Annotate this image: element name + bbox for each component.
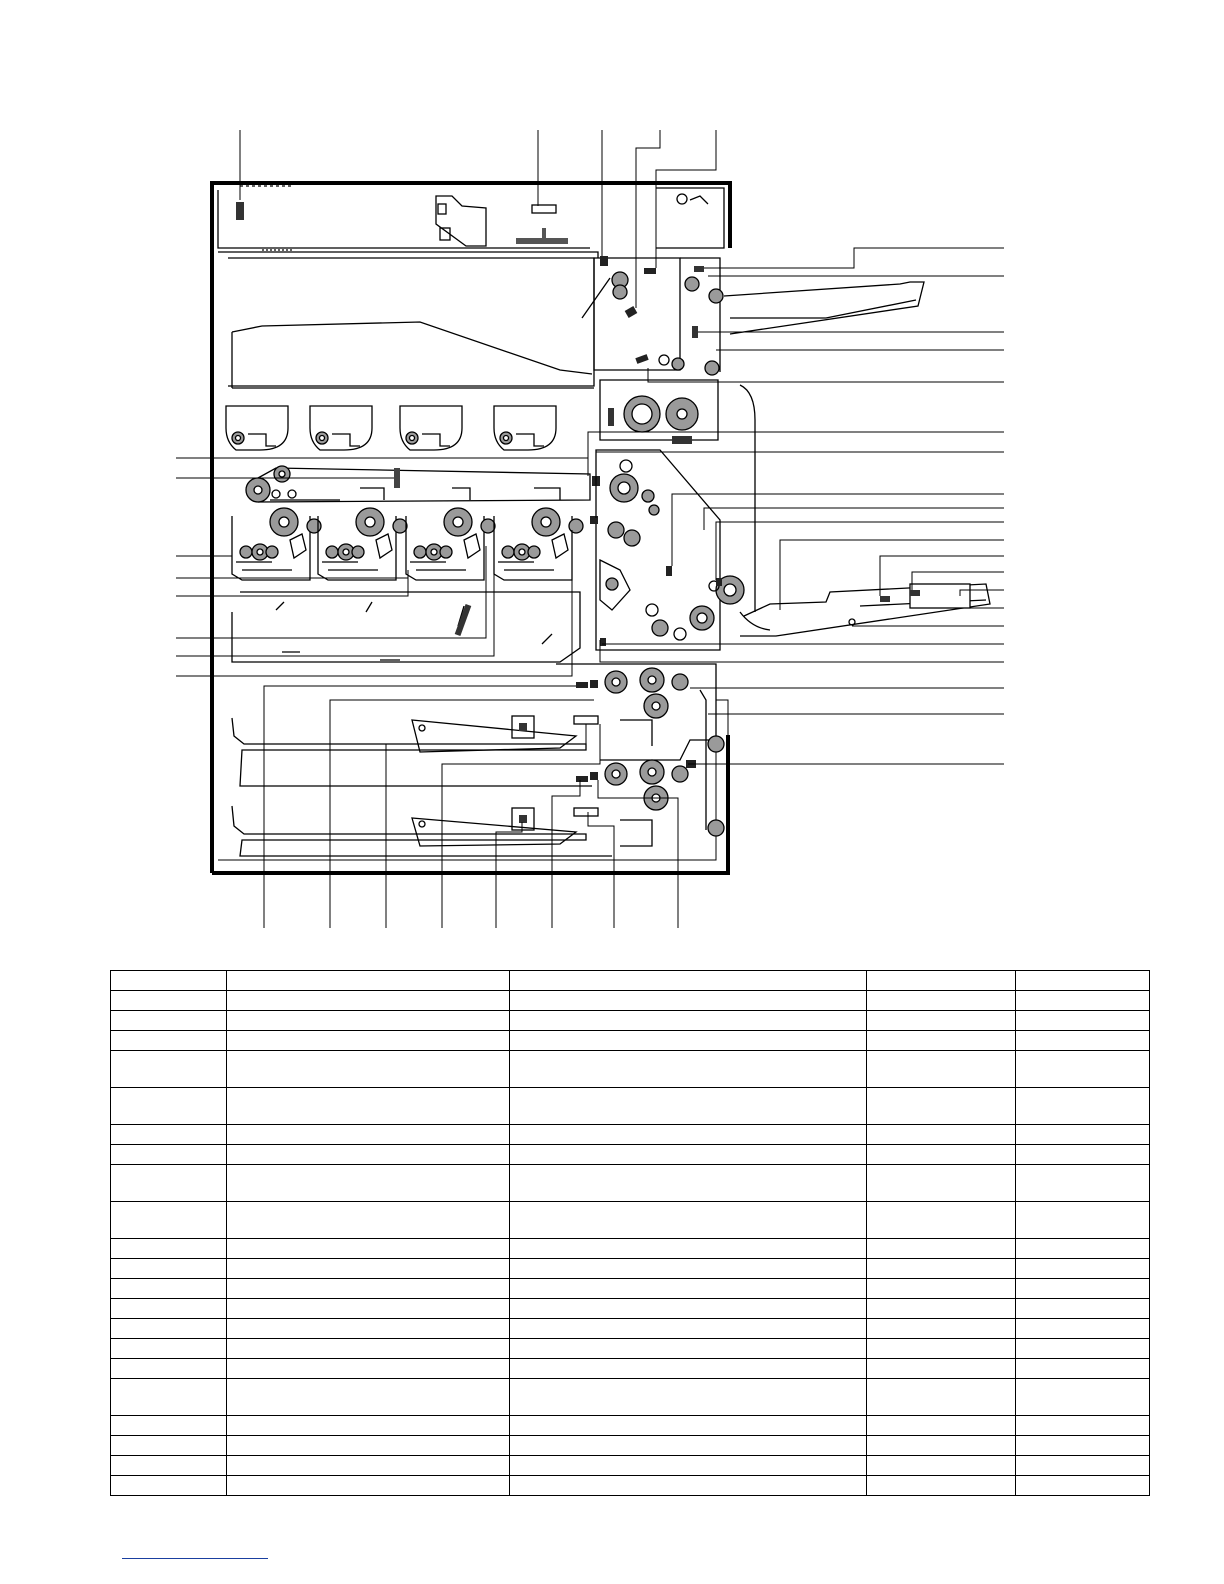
table-cell [111, 1031, 227, 1051]
table-cell [867, 1088, 1016, 1125]
table-row [111, 1259, 1150, 1279]
table-cell [111, 1088, 227, 1125]
duplex-path [596, 450, 770, 650]
table-row [111, 1359, 1150, 1379]
table-cell [111, 1319, 227, 1339]
table-cell [1016, 1202, 1150, 1239]
table-cell [867, 1379, 1016, 1416]
table-cell [111, 1239, 227, 1259]
table-cell [1016, 971, 1150, 991]
table-row [111, 1299, 1150, 1319]
table-cell [1016, 1379, 1150, 1416]
table-cell [227, 1456, 510, 1476]
table-cell [111, 1476, 227, 1496]
table-cell [111, 1165, 227, 1202]
table-cell [510, 991, 867, 1011]
table-cell [867, 1145, 1016, 1165]
table-cell [510, 1476, 867, 1496]
table-cell [510, 1379, 867, 1416]
table-cell [867, 1259, 1016, 1279]
table-cell [867, 991, 1016, 1011]
table-cell [227, 991, 510, 1011]
table-cell [227, 1279, 510, 1299]
table-row [111, 1145, 1150, 1165]
table-cell [1016, 1011, 1150, 1031]
table-cell [1016, 1125, 1150, 1145]
laser-unit [228, 258, 594, 388]
table-row [111, 1165, 1150, 1202]
table-cell [227, 1319, 510, 1339]
table-cell [1016, 1456, 1150, 1476]
table-cell [1016, 1319, 1150, 1339]
parts-table [110, 970, 1150, 1496]
table-cell [510, 1051, 867, 1088]
table-row [111, 1436, 1150, 1456]
table-cell [227, 971, 510, 991]
table-cell [867, 1011, 1016, 1031]
table-cell [867, 1299, 1016, 1319]
table-cell [111, 971, 227, 991]
table-cell [227, 1125, 510, 1145]
table-cell [111, 1125, 227, 1145]
table-cell [867, 1456, 1016, 1476]
footer-rule [122, 1558, 268, 1559]
table-cell [111, 1379, 227, 1416]
table-cell [1016, 991, 1150, 1011]
table-cell [1016, 1436, 1150, 1456]
table-cell [867, 1051, 1016, 1088]
paper-tray-2 [232, 806, 612, 856]
table-cell [510, 1145, 867, 1165]
table-cell [111, 1339, 227, 1359]
table-cell [1016, 1476, 1150, 1496]
table-cell [227, 1239, 510, 1259]
paper-tray-1 [232, 716, 598, 786]
table-cell [867, 1165, 1016, 1202]
table-cell [867, 1476, 1016, 1496]
table-cell [867, 1125, 1016, 1145]
table-cell [227, 1379, 510, 1416]
table-cell [227, 1416, 510, 1436]
table-cell [510, 1165, 867, 1202]
table-cell [227, 1259, 510, 1279]
table-row [111, 1476, 1150, 1496]
table-cell [510, 1359, 867, 1379]
table-row [111, 1319, 1150, 1339]
table-cell [227, 1051, 510, 1088]
table-cell [227, 1031, 510, 1051]
table-cell [111, 1359, 227, 1379]
table-cell [1016, 1145, 1150, 1165]
table-cell [111, 1145, 227, 1165]
table-row [111, 1202, 1150, 1239]
scanner-unit [218, 186, 724, 258]
table-cell [1016, 1359, 1150, 1379]
table-cell [111, 1011, 227, 1031]
table-row [111, 1051, 1150, 1088]
table-cell [510, 1279, 867, 1299]
table-cell [1016, 1165, 1150, 1202]
table-cell [510, 1259, 867, 1279]
table-cell [227, 1476, 510, 1496]
table-row [111, 1239, 1150, 1259]
table-cell [1016, 1031, 1150, 1051]
table-cell [227, 1359, 510, 1379]
table-cell [867, 1436, 1016, 1456]
table-cell [510, 1239, 867, 1259]
table-cell [867, 1339, 1016, 1359]
transfer-belt [246, 466, 590, 502]
table-cell [510, 1011, 867, 1031]
table-cell [510, 1319, 867, 1339]
table-cell [867, 971, 1016, 991]
table-cell [1016, 1299, 1150, 1319]
table-cell [510, 1202, 867, 1239]
table-cell [111, 1436, 227, 1456]
table-cell [227, 1165, 510, 1202]
table-cell [1016, 1279, 1150, 1299]
table-cell [1016, 1239, 1150, 1259]
paper-transport-rollers [556, 664, 724, 846]
table-row [111, 1011, 1150, 1031]
table-cell [510, 1088, 867, 1125]
table-cell [111, 991, 227, 1011]
table-cell [867, 1031, 1016, 1051]
toner-cartridges [226, 406, 556, 450]
process-units [232, 508, 583, 580]
table-cell [111, 1416, 227, 1436]
table-cell [867, 1239, 1016, 1259]
table-cell [1016, 1259, 1150, 1279]
table-cell [1016, 1088, 1150, 1125]
table-cell [867, 1416, 1016, 1436]
table-cell [1016, 1051, 1150, 1088]
table-cell [1016, 1416, 1150, 1436]
table-row [111, 1379, 1150, 1416]
table-row [111, 991, 1150, 1011]
table-cell [867, 1202, 1016, 1239]
table-cell [510, 1436, 867, 1456]
table-cell [111, 1279, 227, 1299]
table-row [111, 1125, 1150, 1145]
table-cell [510, 1339, 867, 1359]
table-row [111, 1416, 1150, 1436]
table-cell [867, 1359, 1016, 1379]
table-row [111, 1088, 1150, 1125]
table-cell [227, 1011, 510, 1031]
table-cell [510, 1031, 867, 1051]
table-row [111, 1031, 1150, 1051]
table-cell [867, 1319, 1016, 1339]
table-cell [227, 1202, 510, 1239]
table-cell [227, 1299, 510, 1319]
table-cell [227, 1436, 510, 1456]
table-cell [510, 1125, 867, 1145]
table-row [111, 1279, 1150, 1299]
table-cell [227, 1088, 510, 1125]
table-row [111, 1339, 1150, 1359]
table-cell [510, 1299, 867, 1319]
table-cell [111, 1202, 227, 1239]
table-cell [111, 1299, 227, 1319]
manual-feed-tray [740, 584, 990, 636]
table-row [111, 971, 1150, 991]
table-cell [1016, 1339, 1150, 1359]
table-cell [510, 1456, 867, 1476]
lower-housing [232, 592, 580, 662]
table-cell [510, 971, 867, 991]
table-cell [227, 1339, 510, 1359]
table-row [111, 1456, 1150, 1476]
table-cell [111, 1259, 227, 1279]
table-cell [111, 1456, 227, 1476]
table-cell [867, 1279, 1016, 1299]
table-cell [510, 1416, 867, 1436]
table-cell [227, 1145, 510, 1165]
table-cell [111, 1051, 227, 1088]
